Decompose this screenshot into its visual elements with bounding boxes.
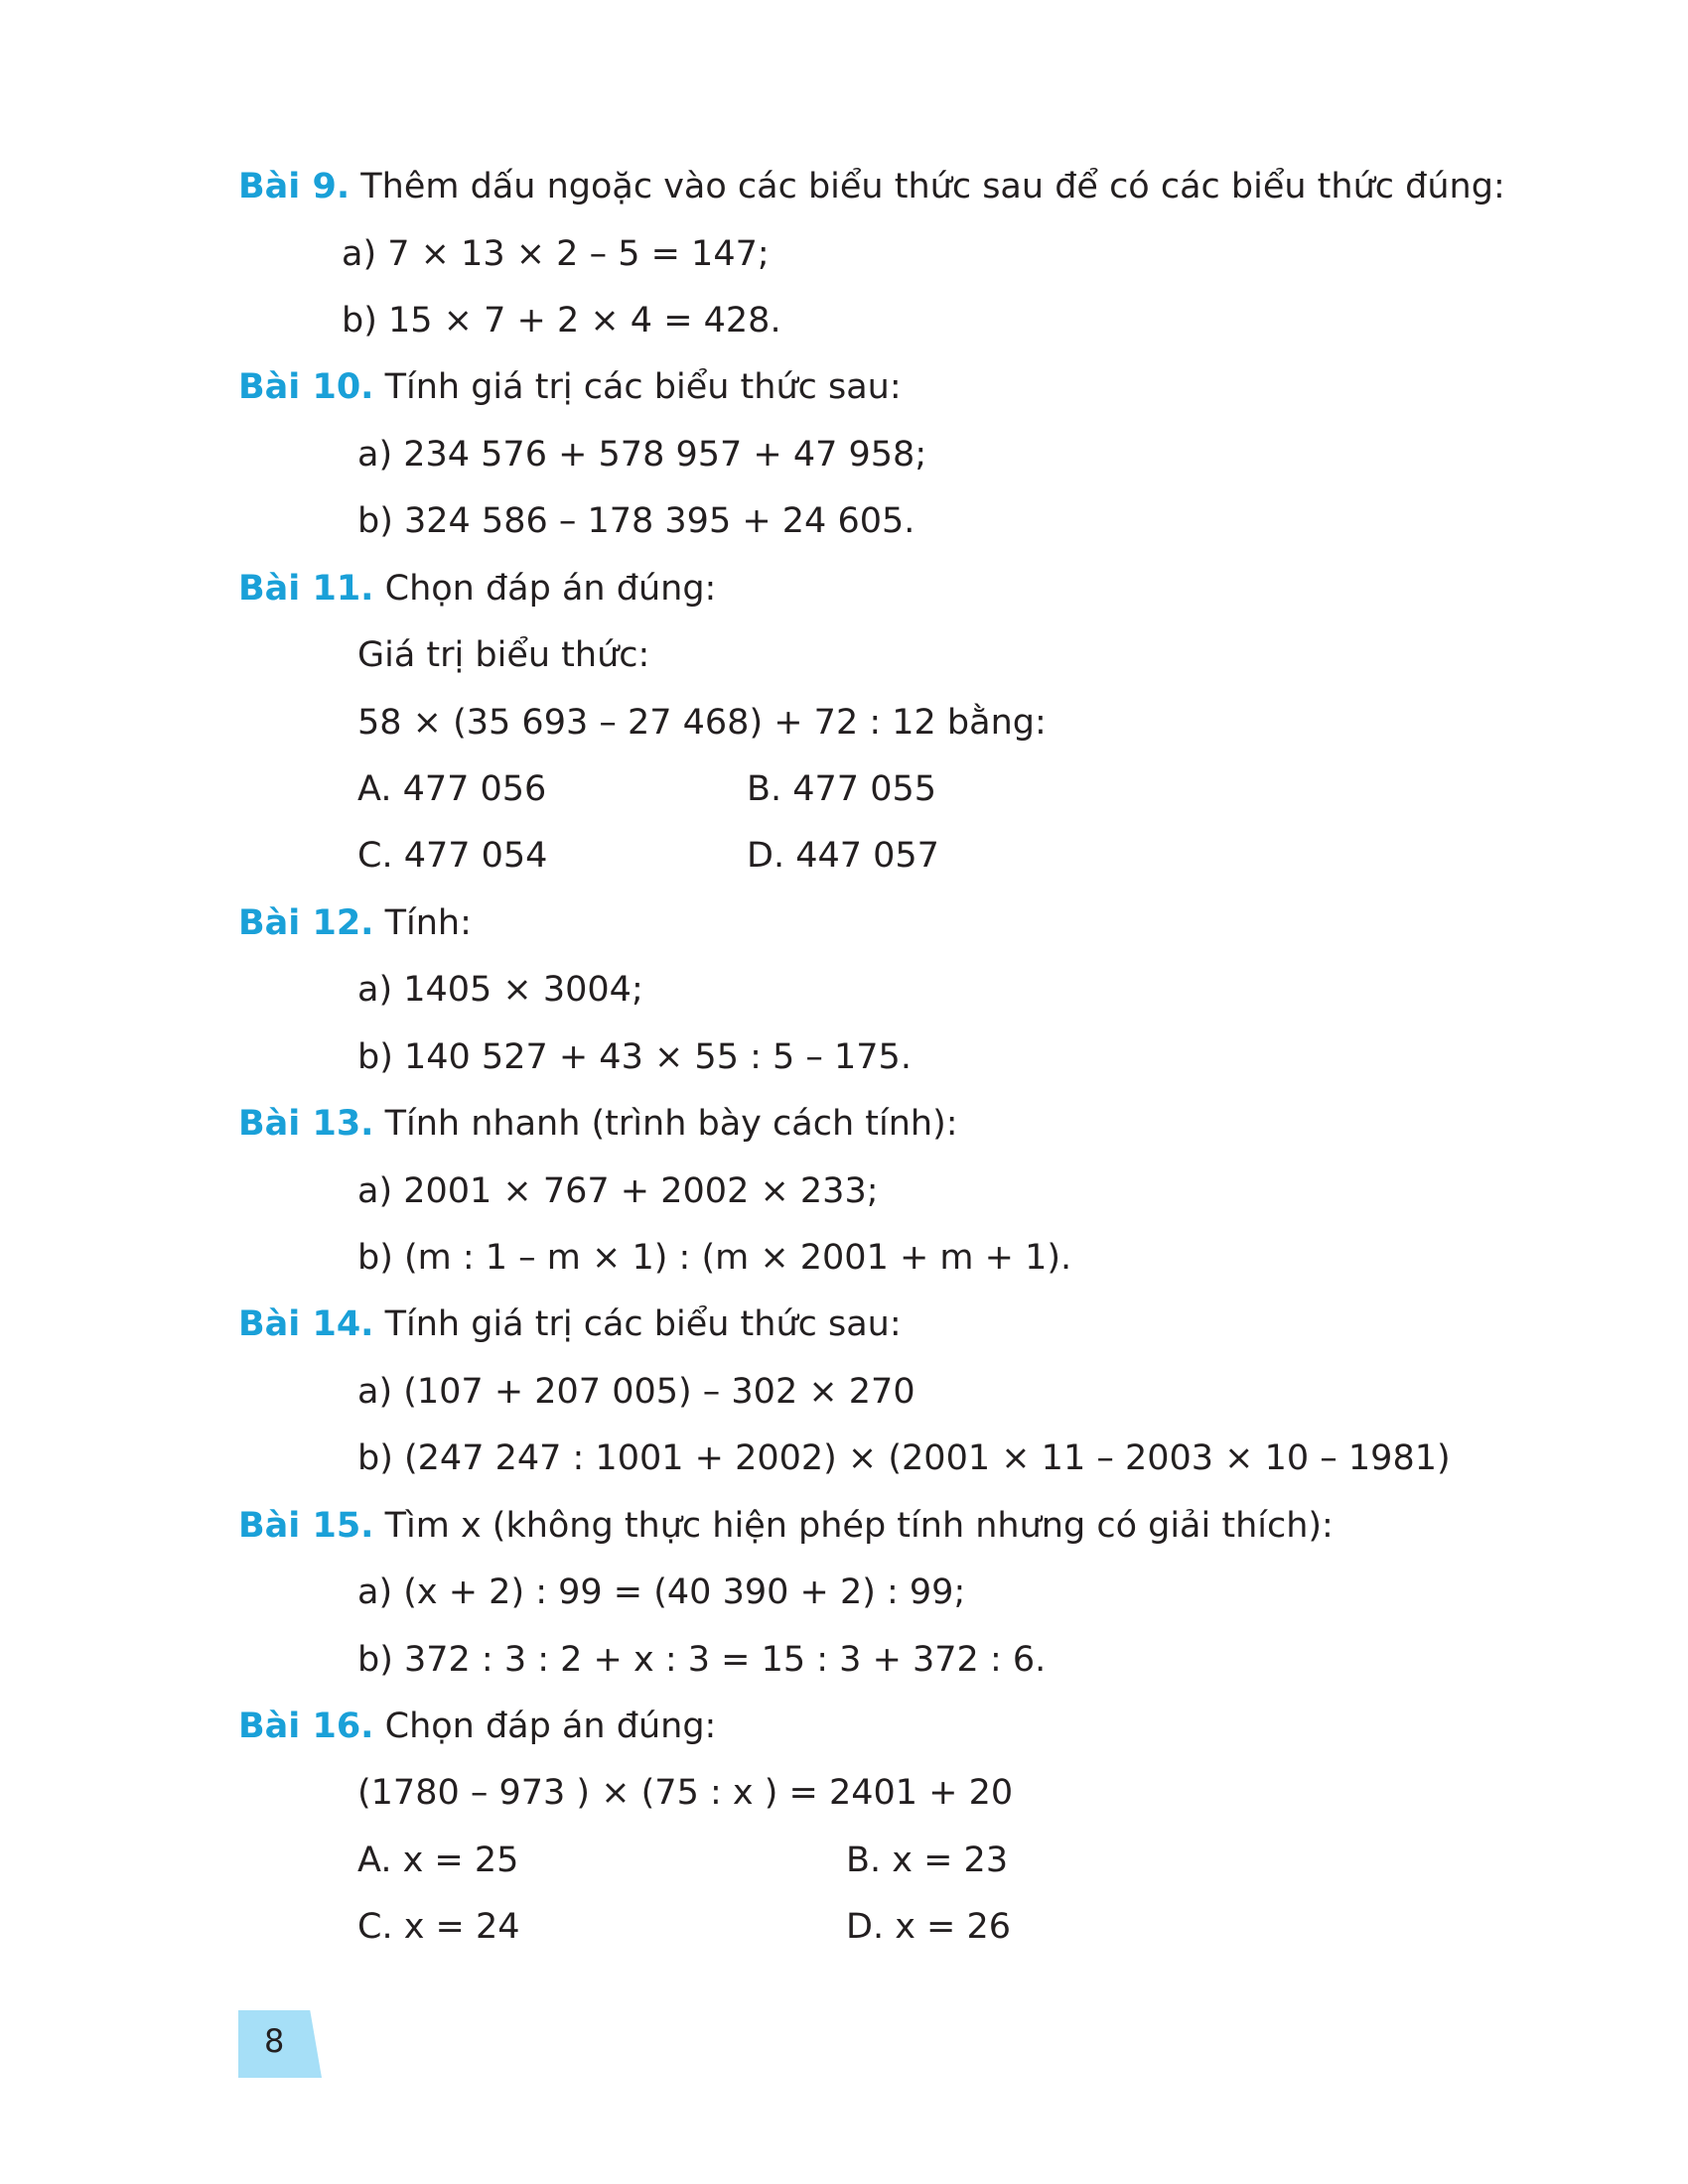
- exercise-15-label: Bài 15.: [238, 1506, 374, 1546]
- exercise-12-line-a: a) 1405 × 3004;: [357, 970, 643, 1010]
- exercise-16-heading: [238, 1705, 716, 1748]
- exercise-15-line-a: a) (x + 2) : 99 = (40 390 + 2) : 99;: [357, 1572, 966, 1612]
- exercise-13-heading: [238, 1102, 958, 1146]
- exercise-9-line-a: a) 7 × 13 × 2 – 5 = 147;: [342, 234, 770, 274]
- exercise-11-label: Bài 11.: [238, 569, 374, 609]
- exercise-13-prompt: Tính nhanh (trình bày cách tính):: [384, 1104, 958, 1144]
- exercise-12-line-b: b) 140 527 + 43 × 55 : 5 – 175.: [357, 1037, 912, 1077]
- exercise-10-heading: [238, 365, 902, 409]
- exercise-14-label: Bài 14.: [238, 1304, 374, 1344]
- exercise-16-option-b: B. x = 23: [846, 1841, 1009, 1880]
- exercise-15-prompt: Tìm x (không thực hiện phép tính nhưng có giải thích):: [384, 1506, 1334, 1546]
- exercise-12-heading: [238, 901, 472, 945]
- exercise-13-label: Bài 13.: [238, 1104, 374, 1144]
- exercise-9-line-b: b) 15 × 7 + 2 × 4 = 428.: [342, 301, 781, 341]
- exercise-10-prompt: Tính giá trị các biểu thức sau:: [384, 367, 902, 407]
- exercise-13-line-b: b) (m : 1 – m × 1) : (m × 2001 + m + 1).: [357, 1238, 1072, 1278]
- exercise-11-line-1: Giá trị biểu thức:: [357, 635, 650, 675]
- exercise-16-label: Bài 16.: [238, 1706, 374, 1746]
- exercise-15-line-b: b) 372 : 3 : 2 + x : 3 = 15 : 3 + 372 : 6.: [357, 1640, 1047, 1680]
- exercise-13-line-a: a) 2001 × 767 + 2002 × 233;: [357, 1171, 879, 1211]
- exercise-10-line-a: a) 234 576 + 578 957 + 47 958;: [357, 435, 927, 475]
- exercise-11-heading: [238, 567, 716, 611]
- exercise-16-line-1: (1780 – 973 ) × (75 : x ) = 2401 + 20: [357, 1773, 1014, 1813]
- exercise-14-heading: [238, 1302, 902, 1346]
- exercise-16-option-c: C. x = 24: [357, 1907, 520, 1947]
- exercise-12-label: Bài 12.: [238, 903, 374, 943]
- exercise-10-line-b: b) 324 586 – 178 395 + 24 605.: [357, 501, 915, 541]
- exercise-16-option-a: A. x = 25: [357, 1841, 519, 1880]
- exercise-11-line-2: 58 × (35 693 – 27 468) + 72 : 12 bằng:: [357, 703, 1047, 743]
- exercise-11-option-c: C. 477 054: [357, 836, 548, 876]
- exercise-11-option-a: A. 477 056: [357, 769, 547, 809]
- exercise-16-prompt: Chọn đáp án đúng:: [384, 1706, 717, 1746]
- exercise-10-label: Bài 10.: [238, 367, 374, 407]
- exercise-9-label: Bài 9.: [238, 167, 351, 206]
- page-number: 8: [264, 2022, 285, 2060]
- exercise-11-option-b: B. 477 055: [747, 769, 936, 809]
- exercise-9-prompt: Thêm dấu ngoặc vào các biểu thức sau để có các biểu thức đúng:: [360, 167, 1505, 206]
- exercise-9-heading: [238, 165, 1505, 208]
- exercise-11-option-d: D. 447 057: [747, 836, 939, 876]
- exercise-11-prompt: Chọn đáp án đúng:: [384, 569, 717, 609]
- exercise-16-option-d: D. x = 26: [846, 1907, 1012, 1947]
- exercise-14-line-b: b) (247 247 : 1001 + 2002) × (2001 × 11 – 2003 × 10 – 1981): [357, 1438, 1451, 1478]
- exercise-14-line-a: a) (107 + 207 005) – 302 × 270: [357, 1372, 915, 1412]
- exercise-14-prompt: Tính giá trị các biểu thức sau:: [384, 1304, 902, 1344]
- exercise-12-prompt: Tính:: [384, 903, 472, 943]
- exercise-15-heading: [238, 1504, 1334, 1548]
